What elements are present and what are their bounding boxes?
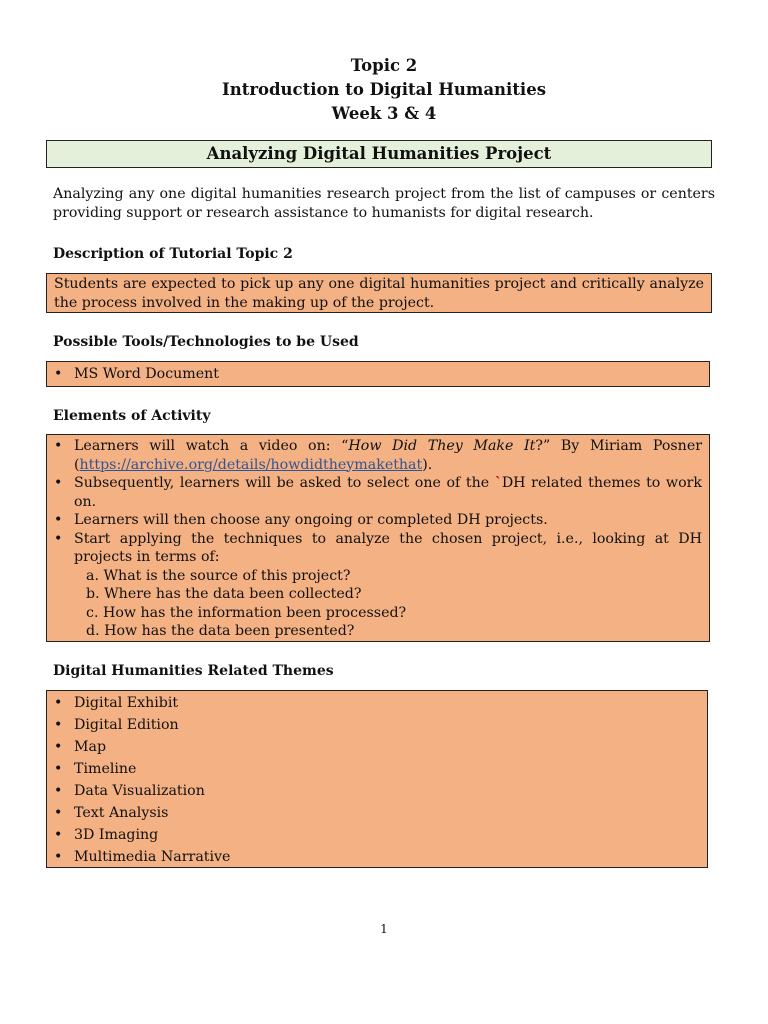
- topic-number: Topic 2: [350, 56, 418, 75]
- themes-box: [46, 690, 708, 868]
- theme-item: • Timeline: [54, 758, 700, 780]
- theme-item: • Data Visualization: [54, 780, 700, 802]
- theme-item: • Text Analysis: [54, 802, 700, 824]
- description-label: Description of Tutorial Topic 2: [53, 246, 293, 262]
- document-title: [0, 54, 768, 126]
- elements-box: [46, 434, 710, 642]
- tools-box: [46, 361, 710, 387]
- intro-paragraph: Analyzing any one digital humanities research project from the list of campuses or centers providing support or research assistance to humanists for digital research.: [53, 186, 715, 221]
- activity-item-video: • Learners will watch a video on: “How Did They Make It?” By Miriam Posner (https://archive.org/details/howdidtheymakethat).: [54, 437, 702, 474]
- theme-item: • 3D Imaging: [54, 824, 700, 846]
- activity-item-techniques: • Start applying the techniques to analyze the chosen project, i.e., looking at DH projects in terms of:: [54, 530, 702, 567]
- stray-tick-mark: `: [494, 475, 502, 491]
- theme-item: • Digital Exhibit: [54, 692, 700, 714]
- sub-item-source: a. What is the source of this project?: [86, 567, 351, 584]
- project-heading: Analyzing Digital Humanities Project: [46, 140, 712, 168]
- elements-label: Elements of Activity: [53, 408, 211, 424]
- tool-item: • MS Word Document: [54, 364, 702, 384]
- activity-item-choose: • Learners will then choose any ongoing or completed DH projects.: [54, 511, 702, 530]
- theme-item: • Multimedia Narrative: [54, 846, 700, 868]
- themes-label: Digital Humanities Related Themes: [53, 663, 334, 679]
- week-label: Week 3 & 4: [331, 104, 437, 123]
- topic-title: Introduction to Digital Humanities: [221, 80, 546, 99]
- theme-item: • Digital Edition: [54, 714, 700, 736]
- page-number: 1: [380, 922, 388, 936]
- sub-item-processed: c. How has the information been processed?: [86, 604, 407, 621]
- description-box: [46, 273, 712, 313]
- tools-label: Possible Tools/Technologies to be Used: [53, 334, 359, 350]
- sub-item-presented: d. How has the data been presented?: [86, 623, 355, 639]
- description-text: Students are expected to pick up any one digital humanities project and critically analyze the process involved in the making up of the project.: [54, 276, 704, 311]
- video-link[interactable]: https://archive.org/details/howdidtheymakethat: [79, 456, 423, 473]
- activity-item-themes: • Subsequently, learners will be asked to select one of the `DH related themes to work on.: [54, 474, 702, 511]
- video-title: How Did They Make It: [348, 438, 536, 454]
- theme-item: • Map: [54, 736, 700, 758]
- sub-item-collected: b. Where has the data been collected?: [86, 586, 362, 602]
